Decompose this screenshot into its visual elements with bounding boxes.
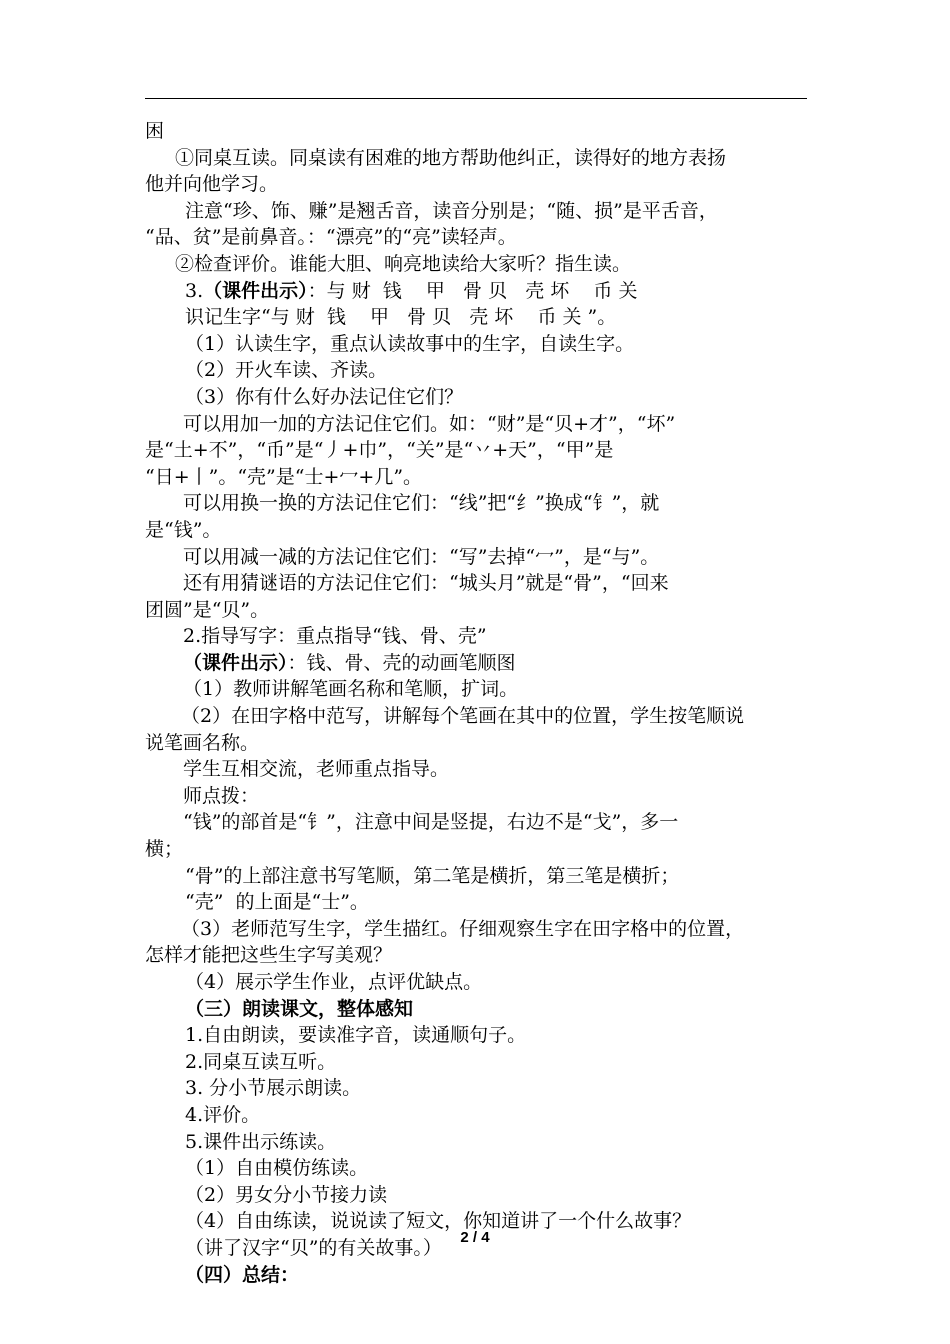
text-line: （2）男女分小节接力读 [185, 1183, 388, 1206]
text-line: 4.评价。 [185, 1103, 261, 1126]
text-line: 5.课件出示练读。 [185, 1130, 337, 1153]
text-line: “日+丨”。“壳”是“士+冖+几”。 [145, 465, 423, 488]
text-line: 师点拨： [183, 784, 260, 807]
text-line: 可以用减一减的方法记住它们：“写”去掉“冖”，是“与”。 [183, 545, 660, 568]
text-line: 识记生字“与 财 钱 甲 骨 贝 壳 坏 币 关 ”。 [185, 306, 617, 329]
text-line: 是“钱”。 [145, 518, 222, 541]
text-line: 学生互相交流，老师重点指导。 [183, 758, 450, 781]
text-line: 3. 分小节展示朗读。 [185, 1077, 362, 1100]
text-line: 他并向他学习。 [145, 173, 279, 196]
text-line: 横； [145, 838, 184, 861]
text-line: 可以用加一加的方法记住它们。如：“财”是“贝+才”，“坏” [183, 412, 676, 435]
text-line: “骨”的上部注意书写笔顺，第二笔是横折，第三笔是横折； [185, 864, 680, 887]
text-line: 是“土+不”，“币”是“丿+巾”，“关”是“丷+天”，“甲”是 [145, 439, 614, 462]
page-number: 2 / 4 [460, 1229, 490, 1246]
text-line: 困 [145, 120, 165, 142]
header-rule [145, 98, 807, 99]
text-line: （4）展示学生作业，点评优缺点。 [185, 971, 483, 993]
text-line: 3.（课件出示）：与 财 钱 甲 骨 贝 壳 坏 币 关 [185, 279, 638, 302]
text-line: （讲了汉字“贝”的有关故事。） [185, 1236, 442, 1259]
text-line: 可以用换一换的方法记住它们：“线”把“纟”换成“钅”，就 [183, 492, 660, 515]
text-line: 说笔画名称。 [145, 731, 260, 754]
text-line: （三）朗读课文，整体感知 [185, 997, 414, 1020]
text-line: 怎样才能把这些生字写美观？ [145, 944, 393, 967]
text-line: 注意“珍、饰、赚”是翘舌音，读音分别是；“随、损”是平舌音， [185, 199, 718, 222]
text-line: “钱”的部首是“钅”，注意中间是竖提，右边不是“戈”，多一 [183, 811, 679, 834]
text-line: 1.自由朗读，要读准字音，读通顺句子。 [185, 1024, 527, 1047]
text-line: （四）总结： [185, 1263, 300, 1286]
text-line: 2.指导写字：重点指导“钱、骨、壳” [183, 625, 487, 648]
text-line: （2）开火车读、齐读。 [185, 359, 388, 382]
text-line: ①同桌互读。同桌读有困难的地方帮助他纠正，读得好的地方表扬 [175, 146, 727, 169]
text-line: （1）自由模仿练读。 [185, 1157, 369, 1180]
text-line: 团圆”是“贝”。 [145, 598, 270, 621]
text-line: （课件出示）：钱、骨、壳的动画笔顺图 [183, 651, 516, 674]
text-line: （3）你有什么好办法记住它们？ [185, 385, 464, 408]
text-line: （1）认读生字，重点认读故事中的生字，自读生字。 [185, 332, 635, 355]
text-line: （4）自由练读，说说读了短文，你知道讲了一个什么故事？ [185, 1210, 692, 1233]
text-line: （3）老师范写生字，学生描红。仔细观察生字在田字格中的位置， [181, 917, 745, 940]
text-line: 还有用猜谜语的方法记住它们：“城头月”就是“骨”，“回来 [183, 572, 669, 595]
text-line: ②检查评价。谁能大胆、响亮地读给大家听？指生读。 [175, 252, 632, 275]
text-line: （1）教师讲解笔画名称和笔顺，扩词。 [183, 678, 519, 701]
text-line: 2.同桌互读互听。 [185, 1050, 337, 1073]
text-line: （2）在田字格中范写，讲解每个笔画在其中的位置，学生按笔顺说 [181, 705, 745, 728]
document-body [145, 118, 807, 1288]
text-line: “品、贫”是前鼻音。：“漂亮”的“亮”读轻声。 [145, 226, 517, 249]
text-line: “壳” 的上面是“士”。 [185, 891, 369, 914]
